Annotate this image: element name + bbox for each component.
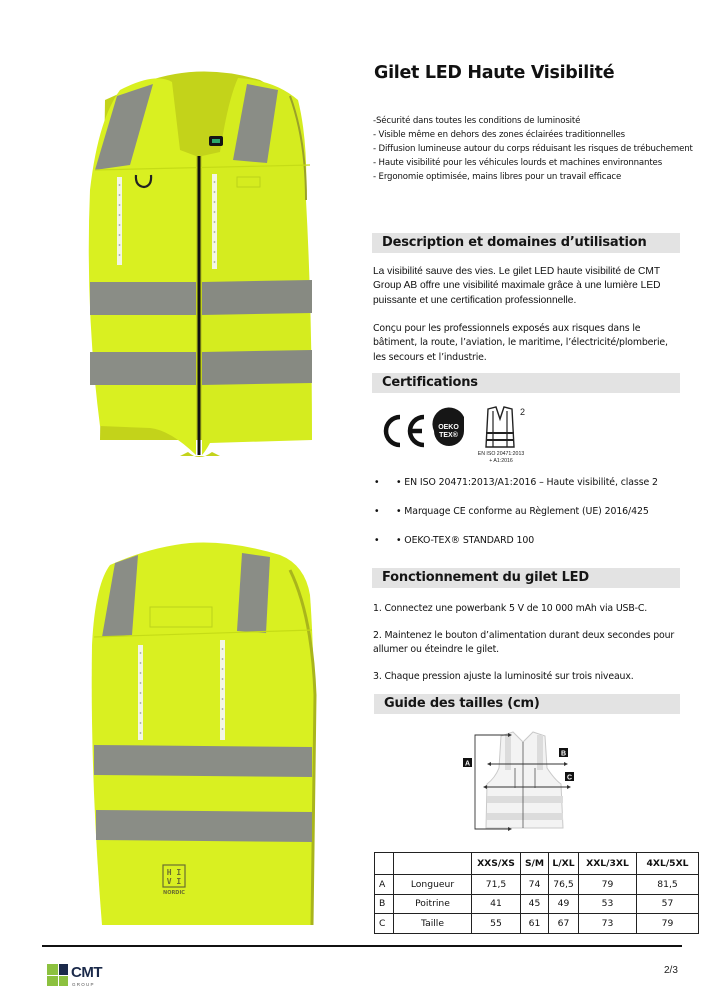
feature-item: - Ergonomie optimisée, mains libres pour un travail efficace — [373, 172, 622, 182]
cell: 53 — [579, 894, 637, 914]
svg-text:2: 2 — [520, 407, 526, 417]
cell: 73 — [579, 914, 637, 934]
svg-text:OEKO: OEKO — [438, 424, 459, 431]
oeko-tex-icon — [432, 407, 464, 446]
feature-list — [373, 114, 693, 184]
header-cell: XXS/XS — [472, 853, 521, 875]
product-images — [60, 60, 350, 940]
section-heading-text: Certifications — [382, 375, 478, 390]
row-label: Longueur — [394, 875, 472, 895]
feature-item: - Haute visibilité pour les véhicules lourds et machines environnantes — [373, 158, 663, 168]
cell: 49 — [549, 894, 579, 914]
row-key: A — [375, 875, 394, 895]
section-heading-text: Guide des tailles (cm) — [384, 696, 540, 711]
cell: 67 — [549, 914, 579, 934]
svg-text:C: C — [566, 774, 573, 782]
vest-back-image — [80, 525, 330, 940]
table-row — [375, 875, 699, 895]
feature-item: -Sécurité dans toutes les conditions de luminosité — [373, 116, 581, 126]
row-key: C — [375, 914, 394, 934]
bullet: • — [374, 535, 380, 546]
page-number: 2/3 — [664, 965, 678, 976]
svg-text:EN ISO 20471:2013: EN ISO 20471:2013 — [477, 451, 525, 457]
section-heading-text: Fonctionnement du gilet LED — [382, 570, 589, 585]
ce-mark-icon — [386, 417, 424, 445]
section-heading-description — [372, 233, 680, 253]
svg-text:B: B — [560, 750, 567, 758]
certification-text: • OEKO-TEX® STANDARD 100 — [396, 535, 535, 546]
certification-text: • EN ISO 20471:2013/A1:2016 – Haute visibilité, classe 2 — [396, 477, 658, 488]
header-cell: XXL/3XL — [579, 853, 637, 875]
header-cell — [375, 853, 394, 875]
cmt-group-logo — [47, 964, 127, 989]
cell: 71,5 — [472, 875, 521, 895]
svg-text:NORDIC: NORDIC — [163, 890, 185, 896]
cell: 41 — [472, 894, 521, 914]
svg-text:TEX®: TEX® — [439, 432, 458, 439]
cell: 74 — [521, 875, 549, 895]
section-heading-operation — [372, 568, 680, 588]
cell: 57 — [637, 894, 699, 914]
vest-front-image — [60, 60, 340, 490]
svg-text:V I: V I — [166, 877, 182, 886]
cell: 79 — [637, 914, 699, 934]
cell: 76,5 — [549, 875, 579, 895]
row-label: Taille — [394, 914, 472, 934]
table-row — [375, 894, 699, 914]
header-cell — [394, 853, 472, 875]
size-guide-diagram — [455, 728, 590, 833]
feature-item: - Diffusion lumineuse autour du corps réduisant les risques de trébuchement — [373, 144, 693, 154]
section-heading-text: Description et domaines d’utilisation — [382, 235, 647, 250]
svg-text:+ A1:2016: + A1:2016 — [489, 458, 513, 464]
row-key: B — [375, 894, 394, 914]
table-row — [375, 914, 699, 934]
bullet: • — [374, 506, 380, 517]
header-cell: L/XL — [549, 853, 579, 875]
svg-text:G R O U P: G R O U P — [72, 982, 94, 987]
description-paragraph: Conçu pour les professionnels exposés aux risques dans le bâtiment, la route, l’aviation, le maritime, l’électricité/plomberie, les secours et l’industrie. — [373, 323, 668, 363]
cell: 79 — [579, 875, 637, 895]
cell: 55 — [472, 914, 521, 934]
svg-text:A: A — [464, 760, 471, 768]
feature-item: - Visible même en dehors des zones éclairées traditionnelles — [373, 130, 625, 140]
size-table-header — [375, 853, 699, 875]
bullet: • — [374, 477, 380, 488]
cell: 81,5 — [637, 875, 699, 895]
operation-steps — [373, 602, 693, 697]
page-title: Gilet LED Haute Visibilité — [374, 63, 615, 83]
header-cell: 4XL/5XL — [637, 853, 699, 875]
section-heading-sizes — [374, 694, 680, 714]
operation-step: 3. Chaque pression ajuste la luminosité sur trois niveaux. — [373, 670, 634, 682]
size-table — [374, 852, 699, 934]
operation-step: 2. Maintenez le bouton d’alimentation durant deux secondes pour allumer ou éteindre le gilet. — [373, 630, 675, 655]
certification-logos — [380, 405, 580, 467]
operation-step: 1. Connectez une powerbank 5 V de 10 000 mAh via USB-C. — [373, 603, 648, 614]
iso-20471-vest-icon — [478, 407, 525, 464]
description-paragraph: La visibilité sauve des vies. Le gilet LED haute visibilité de CMT Group AB offre une visibilité maximale grâce à une lumière LED puissante et une certification professionnelle. — [373, 266, 661, 306]
header-cell: S/M — [521, 853, 549, 875]
svg-text:H I: H I — [166, 868, 182, 877]
cell: 61 — [521, 914, 549, 934]
row-label: Poitrine — [394, 894, 472, 914]
footer-divider — [42, 945, 682, 947]
svg-text:CMT: CMT — [71, 964, 102, 981]
section-heading-certifications — [372, 373, 680, 393]
cell: 45 — [521, 894, 549, 914]
certification-text: • Marquage CE conforme au Règlement (UE) 2016/425 — [396, 506, 649, 517]
